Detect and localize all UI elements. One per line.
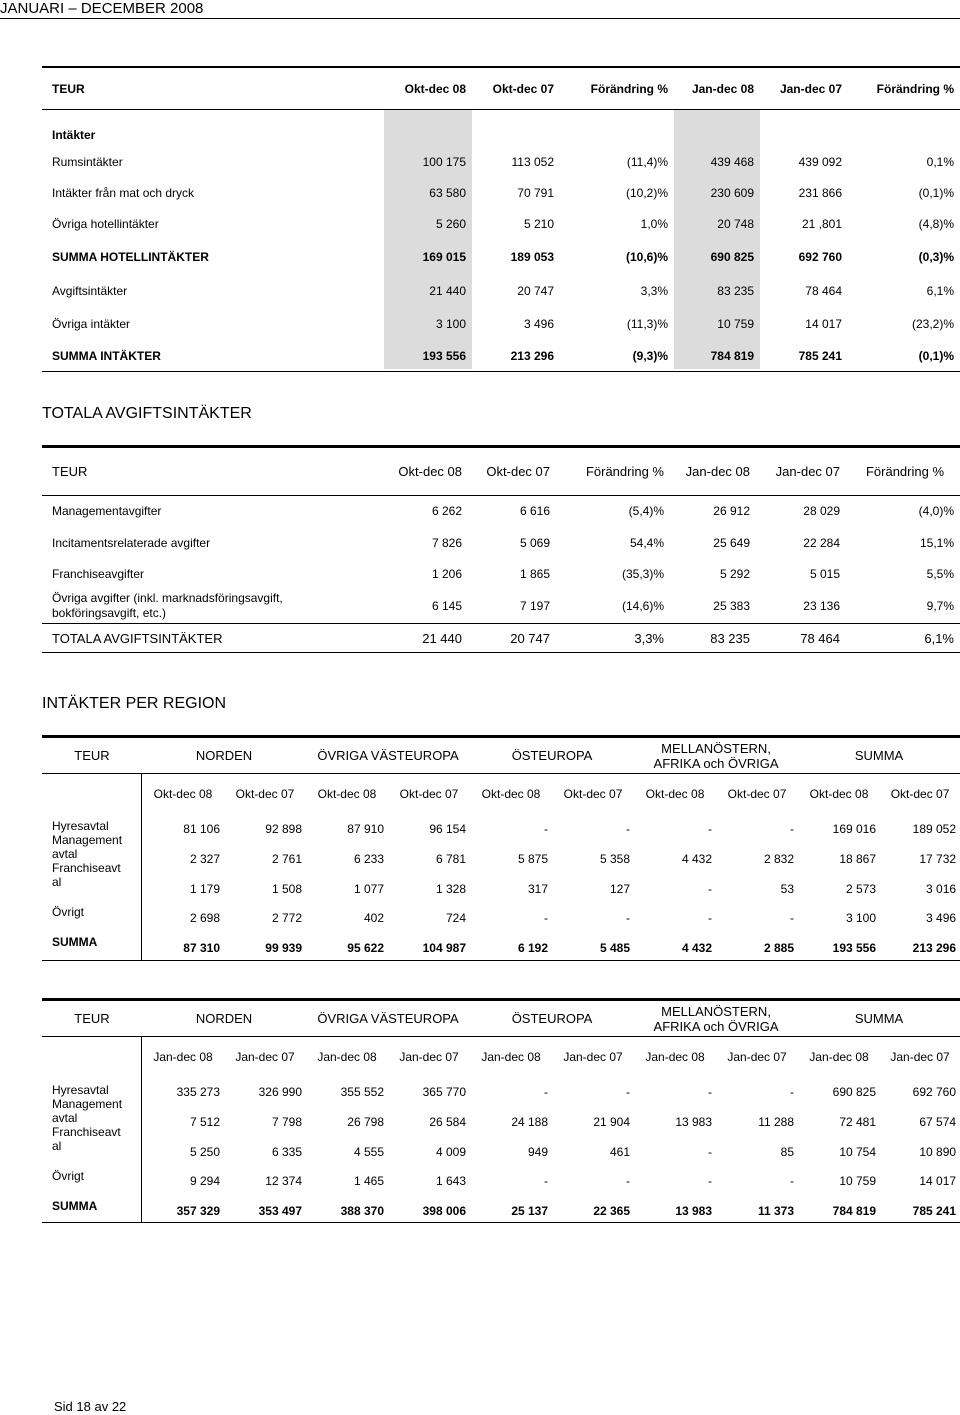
cell: - [708,822,713,836]
cell: 9,7% [926,599,954,613]
region-title: INTÄKTER PER REGION [42,695,227,712]
cell: 83 235 [710,630,750,646]
table2-header-col4: Jan-dec 08 [685,463,750,479]
table1-header-col6: Förändring % [876,82,954,96]
cell: (35,3)% [621,566,664,581]
cell: 1 508 [271,881,302,896]
cell: 127 [610,881,631,896]
cell: 1 643 [435,1174,467,1188]
cell: 13 983 [675,1114,713,1129]
cell: (10,6)% [625,249,668,264]
cell: 365 770 [422,1085,467,1099]
row-label: SUMMA HOTELLINTÄKTER [52,249,209,264]
cell: 2 698 [189,911,220,925]
cell: 3 100 [846,911,877,925]
region-osteuropa: ÖSTEUROPA [511,1011,593,1026]
table-row [42,1079,960,1105]
cell: 100 175 [422,154,466,169]
cell: - [626,1085,631,1099]
subheader: Okt-dec 08 [481,787,541,801]
table4-region-row [42,1001,960,1036]
table-row [46,528,960,558]
table1-header-col1: Okt-dec 08 [404,82,466,96]
cell: 5 015 [809,566,840,581]
cell: 1 328 [435,881,467,896]
cell: (0,3)% [918,249,954,264]
cell: - [544,822,549,836]
cell: 87 310 [183,941,220,955]
row-label: Franchiseavt al [52,1125,121,1153]
table-row [42,902,960,934]
subheader: Jan-dec 08 [645,1050,705,1064]
subheader: Jan-dec 07 [399,1050,459,1064]
cell: 402 [363,911,384,925]
cell: - [708,911,713,925]
table-row-total [42,1197,960,1225]
cell: 14 017 [919,1174,957,1188]
table-row [42,875,960,902]
row-label: TOTALA AVGIFTSINTÄKTER [52,630,223,646]
table-row [46,239,960,274]
table-row [46,494,960,528]
cell: 17 732 [919,851,957,866]
row-label: Incitamentsrelaterade avgifter [52,536,211,550]
cell: 53 [780,881,795,896]
table2-header-col6: Förändring % [865,463,945,479]
table-row [42,1165,960,1197]
row-label: Franchiseavgifter [52,566,145,581]
cell: (10,2)% [625,185,668,200]
cell: 12 374 [265,1174,302,1188]
cell: 6 335 [271,1144,302,1159]
cell: 230 609 [710,185,754,200]
cell: 23 136 [803,599,840,613]
cell: 189 053 [510,249,554,264]
cell: 26 584 [429,1114,467,1129]
table-row [42,1138,960,1165]
row-label: Övriga hotellintäkter [52,216,159,231]
cell: 78 464 [800,630,840,646]
cell: 784 819 [710,348,754,363]
table2-header-col1: Okt-dec 08 [398,463,462,479]
cell: 10 759 [717,316,754,331]
cell: 2 885 [764,941,795,955]
cell: 3 496 [523,316,554,331]
cell: 70 791 [517,185,554,200]
table2-header-col3: Förändring % [585,463,664,479]
cell: (23,2)% [911,316,954,331]
cell: 5 210 [523,216,554,231]
table1-header-teur: TEUR [52,82,85,96]
cell: 18 867 [839,851,877,866]
cell: 724 [445,911,467,925]
cell: 85 [780,1144,795,1159]
table4-teur: TEUR [74,1011,110,1026]
cell: 22 284 [803,536,840,550]
cell: 5 260 [435,216,466,231]
row-label: Managementavgifter [52,504,162,518]
table1-header-col5: Jan-dec 07 [779,82,842,96]
cell: 20 747 [517,284,554,298]
cell: 5,5% [926,566,954,581]
cell: 784 819 [832,1204,877,1218]
cell: 2 327 [189,851,220,866]
cell: 949 [527,1144,549,1159]
cell: 21 904 [593,1114,631,1129]
cell: 6,1% [924,630,954,646]
cell: - [626,1174,631,1188]
cell: 353 497 [258,1204,302,1218]
row-label: Management avtal [52,833,123,861]
table1 [46,74,960,372]
cell: 439 092 [798,154,842,169]
cell: 388 370 [340,1204,384,1218]
cell: (0,1)% [918,348,954,363]
cell: 113 052 [511,154,554,169]
cell: (9,3)% [632,348,668,363]
row-label: Övrigt [52,1169,85,1183]
cell: 7 798 [271,1114,302,1129]
table1-header-col2: Okt-dec 07 [492,82,554,96]
row-label: Management avtal [52,1097,123,1125]
cell: - [708,1144,713,1159]
row-label: Rumsintäkter [52,154,123,169]
cell: 21 440 [429,284,466,298]
cell: - [708,881,713,896]
subheader: Jan-dec 07 [727,1050,787,1064]
cell: 5 069 [519,536,550,550]
subheader: Okt-dec 07 [563,787,623,801]
row-label: Hyresavtal [52,819,109,833]
cell: - [790,1174,795,1188]
cell: 398 006 [422,1204,467,1218]
table3-sub-row [42,773,960,816]
cell: 1 206 [431,566,462,581]
table-row [46,146,960,177]
cell: 169 016 [832,822,877,836]
table2-header-col2: Okt-dec 07 [486,463,550,479]
cell: - [790,911,795,925]
cell: 1,0% [640,216,668,231]
cell: 317 [527,881,549,896]
cell: (4,0)% [918,504,954,518]
cell: 92 898 [265,822,302,836]
table3 [42,738,960,962]
cell: - [708,1174,713,1188]
cell: (14,6)% [621,599,664,613]
subheader: Okt-dec 07 [235,787,295,801]
cell: 1 865 [519,566,550,581]
cell: 3,3% [634,630,664,646]
subheader: Okt-dec 07 [399,787,459,801]
cell: 692 760 [798,249,842,264]
subheader: Okt-dec 07 [890,787,950,801]
cell: 6 262 [431,504,462,518]
cell: 10 759 [839,1174,877,1188]
table-row-total [42,934,960,962]
cell: 6 616 [519,504,550,518]
cell: 25 137 [511,1204,549,1218]
cell: 1 465 [353,1174,384,1188]
cell: 690 825 [832,1085,877,1099]
cell: 4 432 [682,941,713,955]
subheader: Jan-dec 08 [809,1050,869,1064]
cell: (11,4)% [626,154,668,169]
table-row-total [46,623,960,653]
region-summa: SUMMA [854,1011,904,1026]
row-label: Avgiftsintäkter [52,284,128,298]
subheader: Okt-dec 08 [153,787,213,801]
cell: 14 017 [805,316,842,331]
cell: 2 772 [271,911,302,925]
cell: 193 556 [422,348,466,363]
cell: 4 555 [353,1144,384,1159]
cell: 11 288 [758,1114,795,1129]
cell: 72 481 [839,1114,877,1129]
table1-header-col3: Förändring % [590,82,668,96]
cell: 193 556 [832,941,877,955]
table-row [42,816,960,842]
cell: 26 798 [347,1114,384,1129]
row-label: Franchiseavt al [52,861,121,889]
cell: 213 296 [510,348,554,363]
cell: - [708,1085,713,1099]
cell: 1 179 [189,881,220,896]
cell: 96 154 [429,822,467,836]
subheader: Jan-dec 07 [563,1050,623,1064]
cell: 20 748 [717,216,754,231]
cell: 104 987 [422,941,467,955]
table2 [46,448,960,653]
cell: 785 241 [912,1204,957,1218]
cell: 99 939 [265,941,302,955]
cell: 20 747 [510,630,550,646]
table2-header-teur: TEUR [52,463,88,479]
cell: 6 233 [353,851,384,866]
row-label: SUMMA INTÄKTER [52,348,161,363]
table-row [46,177,960,208]
region-norden: NORDEN [195,1011,253,1026]
cell: 3,3% [640,284,668,298]
table3-region-row [42,738,960,773]
table2-header-col5: Jan-dec 07 [775,463,840,479]
cell: 6 145 [431,599,462,613]
row-label: Övrigt [52,905,85,919]
cell: 5 875 [517,851,549,866]
table1-header-col4: Jan-dec 08 [691,82,754,96]
cell: 78 464 [805,284,842,298]
cell: 67 574 [919,1114,957,1129]
cell: 4 009 [435,1144,467,1159]
region-norden: NORDEN [195,748,253,763]
cell: 6,1% [926,284,954,298]
cell: 169 015 [422,249,466,264]
cell: 3 016 [926,881,957,896]
cell: - [626,822,631,836]
table3-teur: TEUR [74,748,110,763]
subheader: Okt-dec 08 [645,787,705,801]
cell: 2 761 [271,851,302,866]
cell: 690 825 [710,249,754,264]
cell: 7 197 [519,599,550,613]
page-footer: Sid 18 av 22 [54,1399,127,1414]
subheader: Okt-dec 07 [727,787,787,801]
cell: 83 235 [717,284,754,298]
cell: 461 [610,1144,631,1159]
subheader: Okt-dec 08 [809,787,869,801]
cell: 5 250 [189,1144,220,1159]
cell: 26 912 [713,504,750,518]
subheader: Jan-dec 08 [317,1050,377,1064]
row-label: Hyresavtal [52,1083,109,1097]
cell: 2 573 [846,881,877,896]
row-label: SUMMA [52,935,98,949]
cell: (11,3)% [626,316,668,331]
cell: 692 760 [912,1085,957,1099]
table-row [46,339,960,372]
cell: 24 188 [511,1114,549,1129]
cell: 54,4% [629,536,664,550]
row-label: SUMMA [52,1199,98,1213]
cell: 11 373 [757,1204,795,1218]
table1-section-label: Intäkter [52,128,96,142]
cell: - [544,911,549,925]
cell: (0,1)% [918,185,954,200]
cell: 7 512 [189,1114,220,1129]
cell: 63 580 [429,185,466,200]
table-row [46,274,960,308]
cell: 21 ,801 [801,216,842,231]
cell: 231 866 [798,185,842,200]
cell: 2 832 [764,851,795,866]
cell: 326 990 [258,1085,302,1099]
table-row [46,308,960,339]
cell: (4,8)% [918,216,954,231]
table-row [46,589,960,623]
table-row [42,1105,960,1138]
cell: - [544,1085,549,1099]
table4-sub-row [42,1036,960,1079]
table-row [42,842,960,875]
cell: 21 440 [422,630,462,646]
cell: 355 552 [340,1085,384,1099]
table2-title: TOTALA AVGIFTSINTÄKTER [42,405,252,422]
cell: 28 029 [803,504,840,518]
cell: 9 294 [189,1174,220,1188]
subheader: Okt-dec 08 [317,787,377,801]
cell: - [544,1174,549,1188]
cell: 5 292 [719,566,750,581]
cell: - [790,822,795,836]
region-mellanostern: MELLANÖSTERN, AFRIKA och ÖVRIGA [653,1003,779,1034]
row-label: Intäkter från mat och dryck [52,185,195,200]
table4-label-column [42,1036,142,1225]
cell: 4 432 [682,851,713,866]
cell: 6 192 [517,941,549,955]
cell: 87 910 [347,822,384,836]
cell: 22 365 [593,1204,631,1218]
table-row [46,558,960,589]
cell: - [790,1085,795,1099]
cell: 3 496 [926,911,957,925]
cell: 0,1% [926,154,954,169]
cell: 95 622 [347,941,384,955]
cell: - [626,911,631,925]
cell: 10 890 [919,1144,957,1159]
cell: 213 296 [912,941,957,955]
region-mellanostern: MELLANÖSTERN, AFRIKA och ÖVRIGA [653,740,779,771]
cell: 785 241 [798,348,842,363]
cell: 15,1% [919,536,954,550]
table1-section-row [46,104,960,146]
table4 [42,1001,960,1225]
row-label: Övriga intäkter [52,316,131,331]
cell: 13 983 [675,1204,713,1218]
header-rule [0,18,960,19]
cell: 1 077 [353,881,384,896]
cell: 439 468 [710,154,754,169]
region-summa: SUMMA [854,748,904,763]
region-ovriga-vasteuropa: ÖVRIGA VÄSTEUROPA [317,1011,459,1026]
cell: 5 485 [600,941,631,955]
cell: 3 100 [435,316,466,331]
cell: 335 273 [176,1085,220,1099]
subheader: Jan-dec 07 [235,1050,295,1064]
cell: 25 649 [713,536,750,550]
subheader: Jan-dec 07 [890,1050,950,1064]
table2-header-row [46,448,960,494]
subheader: Jan-dec 08 [153,1050,213,1064]
cell: 7 826 [431,536,462,550]
table1-header-row [46,74,960,104]
cell: 81 106 [183,822,220,836]
region-ovriga-vasteuropa: ÖVRIGA VÄSTEUROPA [317,748,459,763]
cell: 357 329 [176,1204,220,1218]
cell: 5 358 [600,851,631,866]
page-header: JANUARI – DECEMBER 2008 [0,0,204,17]
cell: 6 781 [435,851,467,866]
cell: 189 052 [912,822,957,836]
cell: (5,4)% [628,504,664,518]
cell: 25 383 [713,599,750,613]
region-osteuropa: ÖSTEUROPA [511,748,593,763]
subheader: Jan-dec 08 [481,1050,541,1064]
table-row [46,208,960,239]
table3-label-column [42,773,142,962]
cell: 10 754 [839,1144,877,1159]
row-label: Övriga avgifter (inkl. marknadsföringsavgift, bokföringsavgift, etc.) [52,591,283,620]
